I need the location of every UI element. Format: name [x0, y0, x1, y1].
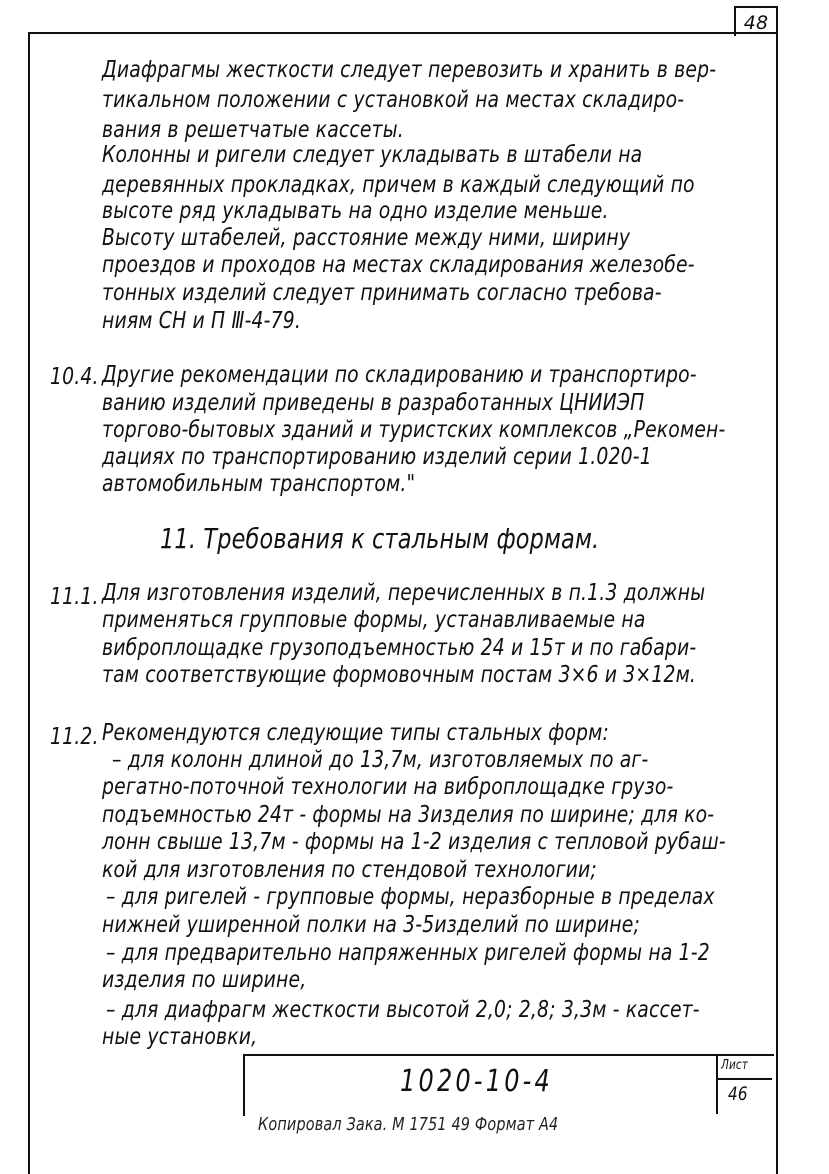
sheet-label: Лист	[721, 1058, 748, 1073]
section-10-4-line: Другие рекомендации по складированию и транспортиро-	[102, 360, 697, 388]
title-block-divider	[716, 1054, 718, 1114]
title-block-divider	[716, 1078, 772, 1080]
section-11-2-line: – для диафрагм жесткости высотой 2,0; 2,8; 3,3м - кассет-	[106, 995, 700, 1023]
section-11-1-line: Для изготовления изделий, перечисленных в п.1.3 должны	[102, 578, 706, 606]
section-10-4-line: дациях по транспортированию изделий серии 1.020-1	[102, 442, 652, 470]
section-10-4-line: ванию изделий приведены в разработанных ЦНИИЭП	[102, 388, 645, 416]
body-line: вания в решетчатые кассеты.	[102, 115, 404, 143]
section-11-1-line: применяться групповые формы, устанавливаемые на	[102, 605, 646, 633]
document-code: 1020-10-4	[400, 1064, 554, 1099]
section-number: 10.4.	[50, 362, 99, 390]
section-10-4-line: торгово-бытовых зданий и туристских комплексов „Рекомен-	[102, 415, 726, 443]
section-11-2-line: лонн свыше 13,7м - формы на 1-2 изделия с тепловой рубаш-	[102, 827, 726, 855]
section-11-2-line: нижней уширенной полки на 3-5изделий по ширине;	[102, 910, 640, 938]
body-line: высоте ряд укладывать на одно изделие меньше.	[102, 196, 609, 224]
section-11-2-line: – для колонн длиной до 13,7м, изготовляемых по аг-	[112, 745, 649, 773]
body-line: тикальном положении с установкой на местах складиро-	[102, 85, 685, 113]
section-11-2-line: – для ригелей - групповые формы, неразборные в пределах	[106, 882, 715, 910]
body-line: Колонны и ригели следует укладывать в штабели на	[102, 140, 643, 168]
section-11-2-line: Рекомендуются следующие типы стальных форм:	[102, 718, 609, 746]
section-number: 11.1.	[50, 582, 99, 610]
body-line: проездов и проходов на местах складирования железобе-	[102, 250, 695, 278]
section-11-2-line: подъемностью 24т - формы на 3изделия по ширине; для ко-	[102, 800, 715, 828]
section-11-2-line: изделия по ширине,	[102, 965, 307, 993]
section-11-1-line: виброплощадке грузоподъемностью 24 и 15т и по габари-	[102, 633, 697, 661]
section-11-1-line: там соответствующие формовочным постам 3×6 и 3×12м.	[102, 660, 697, 688]
body-line: тонных изделий следует принимать согласно требова-	[102, 278, 662, 306]
footer-copy-note: Копировал Зака. М 1751 49 Формат А4	[258, 1114, 559, 1135]
section-heading: 11. Требования к стальным формам.	[160, 522, 600, 555]
section-10-4-line: автомобильным транспортом."	[102, 469, 416, 497]
corner-page-number: 48	[734, 6, 778, 36]
body-line: Высоту штабелей, расстояние между ними, ширину	[102, 223, 631, 251]
section-11-2-line: – для предварительно напряженных ригелей формы на 1-2	[106, 938, 710, 966]
section-11-2-line: кой для изготовления по стендовой технологии;	[102, 855, 597, 883]
body-line: деревянных прокладках, причем в каждый следующий по	[102, 170, 695, 198]
section-number: 11.2.	[50, 722, 99, 750]
body-line: ниям СН и П Ⅲ-4-79.	[102, 306, 301, 334]
section-11-2-line: регатно-поточной технологии на виброплощадке грузо-	[102, 772, 674, 800]
sheet-number: 46	[728, 1083, 748, 1105]
body-line: Диафрагмы жесткости следует перевозить и хранить в вер-	[102, 55, 717, 83]
section-11-2-line: ные установки,	[102, 1022, 258, 1050]
